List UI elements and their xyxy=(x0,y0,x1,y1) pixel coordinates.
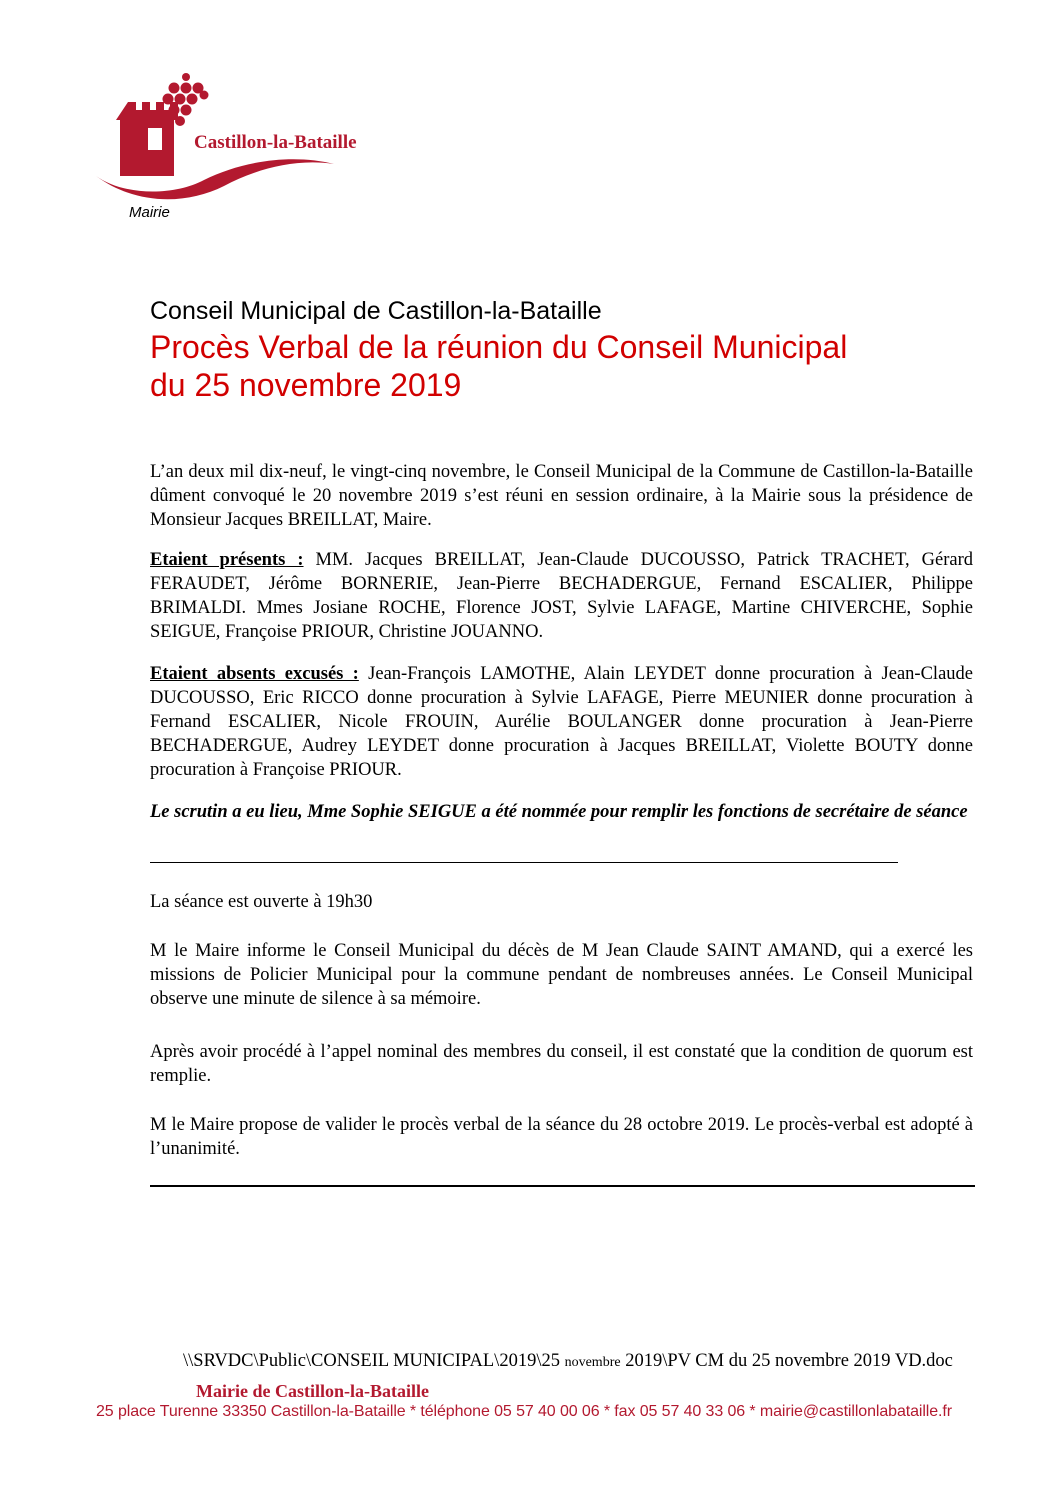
scrutin-paragraph: Le scrutin a eu lieu, Mme Sophie SEIGUE a été nommée pour remplir les fonctions de secrétaire de séance xyxy=(150,802,968,822)
separator-rule xyxy=(150,862,898,863)
absents-paragraph xyxy=(150,662,973,782)
intro-paragraph: L’an deux mil dix-neuf, le vingt-cinq novembre, le Conseil Municipal de la Commune de Castillon-la-Bataille dûment convoqué le 20 novembre 2019 s’est réuni en session ordinaire, à la Mairie sous la présidence de Monsieur Jacques BREILLAT, Maire. xyxy=(150,462,973,530)
pv-title-line1: Procès Verbal de la réunion du Conseil Municipal xyxy=(150,329,848,365)
presents-paragraph xyxy=(150,548,973,644)
file-path-part1: \\SRVDC\Public\CONSEIL MUNICIPAL\2019\25 xyxy=(183,1351,565,1371)
mairie-logo xyxy=(94,64,404,224)
council-heading: Conseil Municipal de Castillon-la-Bataille xyxy=(150,297,602,325)
file-path xyxy=(150,1350,965,1374)
paragraph-deces: M le Maire informe le Conseil Municipal du décès de M Jean Claude SAINT AMAND, qui a exercé les missions de Policier Municipal pour la commune pendant de nombreuses années. Le Conseil Municipal observe une minute de silence à sa mémoire. xyxy=(150,941,973,1009)
absents-list: Jean-François LAMOTHE, Alain LEYDET donne procuration à Jean-Claude DUCOUSSO, Eric RICCO donne procuration à Sylvie LAFAGE, Pierre MEUNIER donne procuration à Fernand ESCALIER, Nicole FROUIN, Aurélie BOULANGER donne procuration à Jean-Pierre BECHADERGUE, Audrey LEYDET donne procuration à Jacques BREILLAT, Violette BOUTY donne procuration à Françoise PRIOUR. xyxy=(150,664,973,780)
file-path-part2: novembre xyxy=(564,1355,621,1370)
footer-contact: 25 place Turenne 33350 Castillon-la-Bataille * téléphone 05 57 40 00 06 * fax 05 57 40 33 06 * mairie@castillonlabataille.fr xyxy=(96,1403,952,1420)
footer-title: Mairie de Castillon-la-Bataille xyxy=(196,1381,429,1401)
paragraph-pv-adoption: M le Maire propose de valider le procès verbal de la séance du 28 octobre 2019. Le procès-verbal est adopté à l’unanimité. xyxy=(150,1115,973,1159)
logo-name: Castillon-la-Bataille xyxy=(194,132,357,153)
logo-subtitle: Mairie xyxy=(129,204,170,221)
pv-title-line2: du 25 novembre 2019 xyxy=(150,367,462,403)
end-rule xyxy=(150,1185,975,1187)
absents-label: Etaient absents excusés : xyxy=(150,664,359,684)
presents-label: Etaient présents : xyxy=(150,550,304,570)
paragraph-quorum: Après avoir procédé à l’appel nominal des membres du conseil, il est constaté que la condition de quorum est remplie. xyxy=(150,1042,973,1086)
opening-line: La séance est ouverte à 19h30 xyxy=(150,892,373,912)
document-title xyxy=(150,294,970,404)
file-path-part3: 2019\PV CM du 25 novembre 2019 VD.doc xyxy=(620,1351,953,1371)
presents-list: MM. Jacques BREILLAT, Jean-Claude DUCOUSSO, Patrick TRACHET, Gérard FERAUDET, Jérôme BORNERIE, Jean-Pierre BECHADERGUE, Fernand ESCALIER, Philippe BRIMALDI. Mmes Josiane ROCHE, Florence JOST, Sylvie LAFAGE, Martine CHIVERCHE, Sophie SEIGUE, Françoise PRIOUR, Christine JOUANNO. xyxy=(150,550,974,642)
